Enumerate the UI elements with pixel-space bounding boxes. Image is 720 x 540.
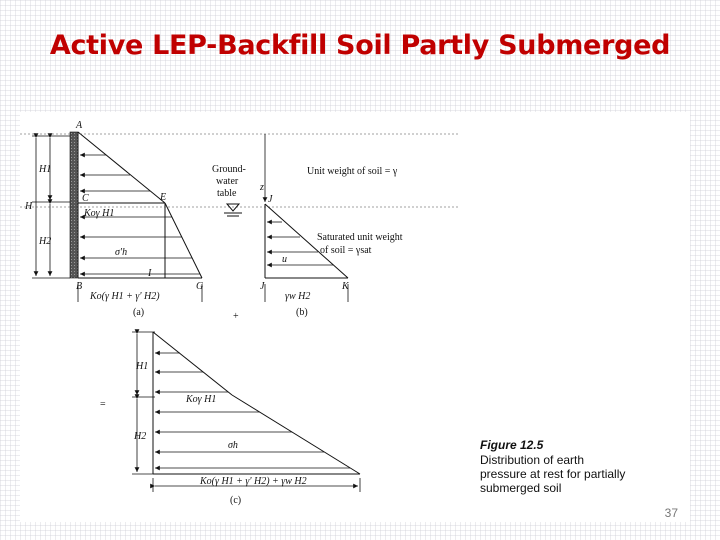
caption-line2: pressure at rest for partially [480, 467, 626, 481]
caption-line3: submerged soil [480, 481, 562, 495]
sat-unit-weight-line1: Saturated unit weight [317, 232, 403, 243]
panel-a-pressure-outline [78, 132, 202, 278]
sat-unit-weight-line2: of soil = γsat [320, 245, 372, 256]
panel-c-sigma-label: σh [228, 440, 238, 451]
groundwater-line2: water [216, 176, 239, 187]
point-k-label: K [342, 281, 349, 292]
panel-c-pressure-outline [153, 332, 360, 474]
panel-a-bottom-label: Ko(γ H1 + γ' H2) [90, 291, 160, 302]
figure-number: Figure 12.5 [480, 438, 544, 452]
panel-c-h1-label: H1 [136, 361, 149, 372]
panel-a-sublabel: (a) [133, 307, 145, 318]
point-j-top-label: J [268, 194, 273, 205]
panel-c-bottom-label: Ko(γ H1 + γ' H2) + γw H2 [200, 476, 307, 487]
point-b-label: B [76, 281, 83, 292]
dim-h2-label: H2 [39, 236, 52, 247]
panel-c-sublabel: (c) [230, 495, 242, 506]
panel-c-pressure-arrows [155, 353, 350, 468]
figure-caption [480, 438, 625, 495]
point-c-label: C [82, 193, 89, 204]
panel-a [24, 120, 203, 318]
point-i-label: I [148, 268, 152, 279]
pore-pressure-label: u [282, 254, 287, 265]
panel-a-effective-stress-label: σ'h [115, 247, 128, 258]
point-a-label: A [76, 120, 83, 131]
panel-b-pressure-arrows [267, 222, 333, 265]
water-table-symbol [224, 204, 242, 216]
figure-panel [20, 112, 690, 522]
equals-sign: = [100, 399, 106, 410]
panel-b [212, 134, 403, 322]
dim-h1-label: H1 [39, 164, 52, 175]
dim-h-label: H [25, 201, 33, 212]
panel-c-dimensions [132, 332, 155, 474]
retaining-wall [70, 132, 78, 278]
point-e-label: E [160, 192, 167, 203]
panel-a-top-pressure-label: Koγ H1 [84, 208, 115, 219]
z-label: z [260, 182, 264, 193]
unit-weight-label: Unit weight of soil = γ [307, 166, 398, 177]
panel-c-mid-pressure-label: Koγ H1 [186, 394, 217, 405]
point-j-bottom-label: J [260, 281, 265, 292]
panel-c-h2-label: H2 [134, 431, 147, 442]
panel-b-sublabel: (b) [296, 307, 308, 318]
plus-sign: + [233, 311, 239, 322]
page-number: 37 [664, 506, 678, 520]
point-g-label: G [196, 281, 204, 292]
panel-c [100, 332, 360, 506]
slide-title: Active LEP-Backfill Soil Partly Submerged [49, 30, 671, 61]
caption-line1: Distribution of earth [480, 453, 585, 467]
panel-b-bottom-label: γw H2 [285, 291, 311, 302]
pressure-distribution-diagram [20, 112, 690, 522]
groundwater-line3: table [217, 188, 237, 199]
groundwater-line1: Ground- [212, 164, 246, 175]
